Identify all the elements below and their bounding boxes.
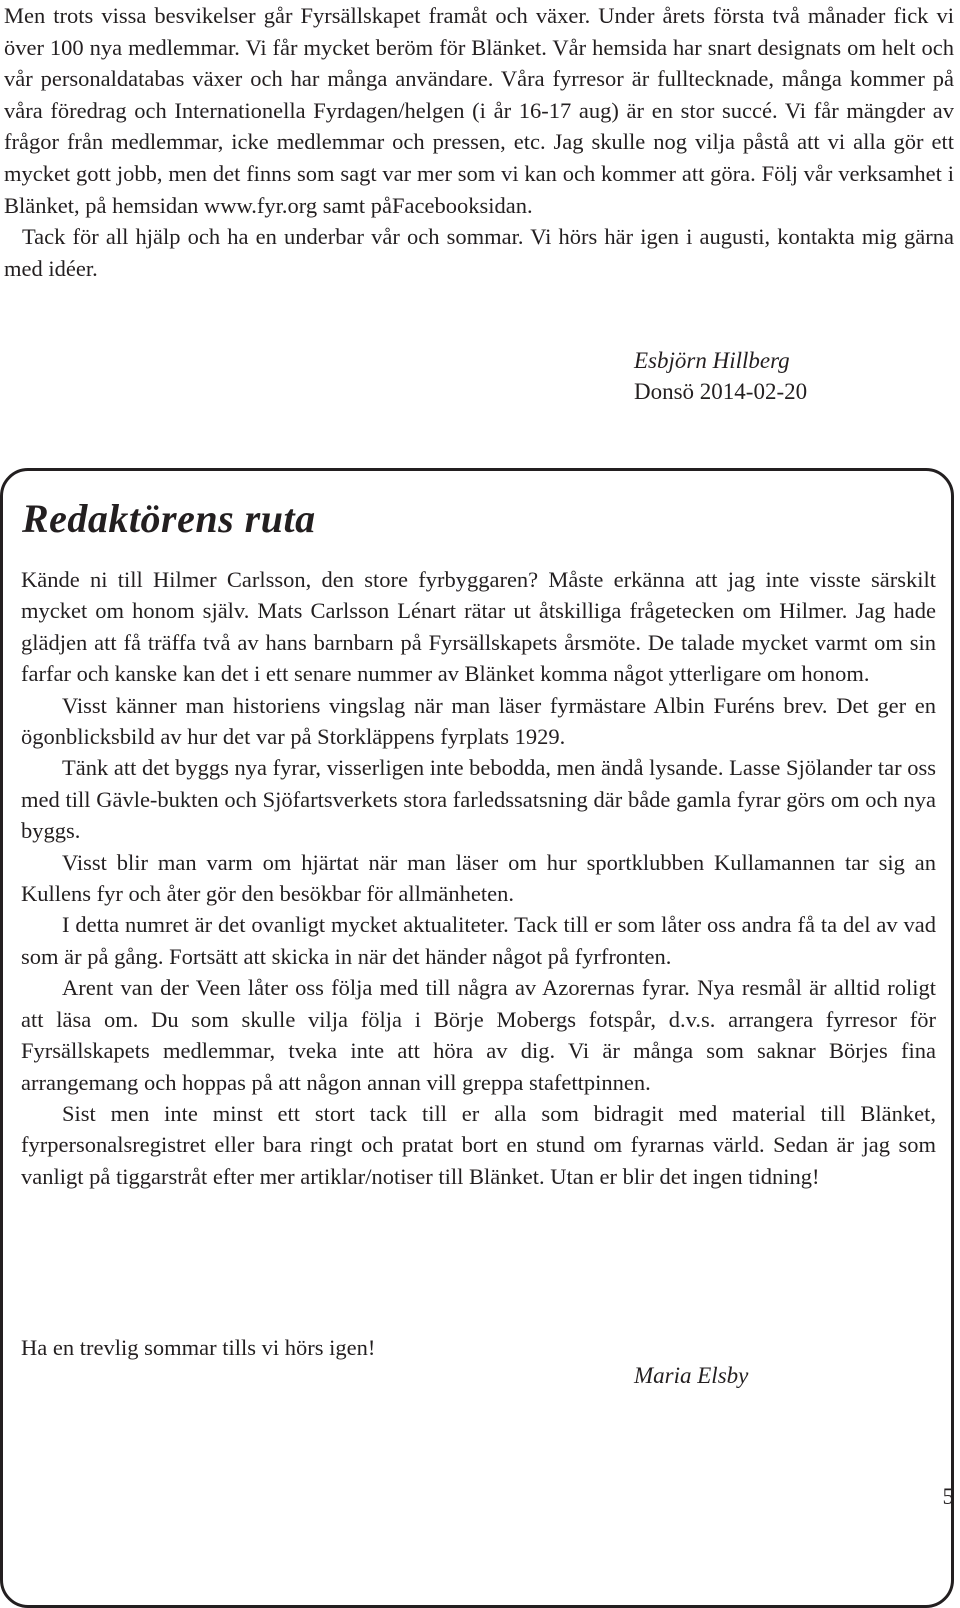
page-number: 5 <box>942 1484 954 1509</box>
letter-signature <box>634 345 807 407</box>
editor-signature: Maria Elsby <box>634 1363 749 1388</box>
editor-paragraph: Sist men inte minst ett stort tack till er alla som bidragit med material till Blänket, fyrpersonalsregistret eller bara ringt och pratat bort en stund om fyrarnas värld. Sedan är jag som vanligt på tiggarstråt efter mer artiklar/notiser till Blänket. Utan er blir det ingen tidning! <box>21 1100 936 1189</box>
signature-place-date: Donsö 2014-02-20 <box>634 379 808 404</box>
editor-paragraph: Kände ni till Hilmer Carlsson, den store fyrbyggaren? Måste erkänna att jag inte visste särskilt mycket om honom själv. Mats Carlsson Lénart rätar ut åtskilliga frågetecken om Hilmer. Jag hade glädjen att få träffa två av hans barnbarn på Fyrsällskapets årsmöte. De talade mycket varmt om sin farfar och kanske kan det i ett senare nummer av Blänket komma något ytterligare om honom. <box>21 567 936 687</box>
editor-paragraph: I detta numret är det ovanligt mycket aktualiteter. Tack till er som låter oss andra få ta del av vad som är på gång. Fortsätt att skicka in när det händer något på fyrfronten. <box>21 912 936 969</box>
editor-paragraph: Tänk att det byggs nya fyrar, visserligen inte bebodda, men ändå lysande. Lasse Sjölander tar oss med till Gävle-bukten och Sjöfartsverkets stora farledssatsning där både gamla fyrar görs om och nya byggs. <box>21 755 936 844</box>
editor-paragraph: Visst blir man varm om hjärtat när man läser om hur sportklubben Kullamannen tar sig an Kullens fyr och åter gör den besökbar för allmänheten. <box>21 849 936 907</box>
editor-paragraph: Visst känner man historiens vingslag när man läser fyrmästare Albin Furéns brev. Det ger en ögonblicksbild av hur det var på Storkläppens fyrplats 1929. <box>21 692 936 750</box>
letter-body <box>4 0 954 284</box>
signature-name: Esbjörn Hillberg <box>634 348 790 373</box>
letter-paragraph: Tack för all hjälp och ha en underbar vår och sommar. Vi hörs här igen i augusti, kontakta mig gärna med idéer. <box>4 224 954 281</box>
letter-paragraph: Men trots vissa besvikelser går Fyrsällskapet framåt och växer. Under årets första två månader fick vi över 100 nya medlemmar. Vi får mycket beröm för Blänket. Vår hemsida har snart designats om helt och vår personaldatabas växer och har många användare. Våra fyrresor är fulltecknade, många kommer på våra föredrag och Internationella Fyrdagen/helgen (i år 16-17 aug) är en stor succé. Vi får mängder av frågor från medlemmar, icke medlemmar och pressen, etc. Jag skulle nog vilja påstå att vi alla gör ett mycket gott jobb, men det finns som sagt var mer som vi kan och kommer att göra. Följ vår verksamhet i Blänket, på hemsidan www.fyr.org samt påFacebooksidan. <box>4 3 954 218</box>
editor-paragraph: Arent van der Veen låter oss följa med till några av Azorernas fyrar. Nya resmål är alltid roligt att läsa om. Du som skulle vilja följa i Börje Mobergs fotspår, d.v.s. arrangera fyrresor för Fyrsällskapets medlemmar, tveka inte att höra av dig. Vi är många som saknar Börjes fina arrangemang och hoppas på att någon annan vill greppa stafettpinnen. <box>21 975 936 1095</box>
editor-box-title: Redaktörens ruta <box>22 496 316 541</box>
editor-box-body <box>21 564 936 1192</box>
editor-closing-line: Ha en trevlig sommar tills vi hörs igen! <box>21 1335 376 1360</box>
